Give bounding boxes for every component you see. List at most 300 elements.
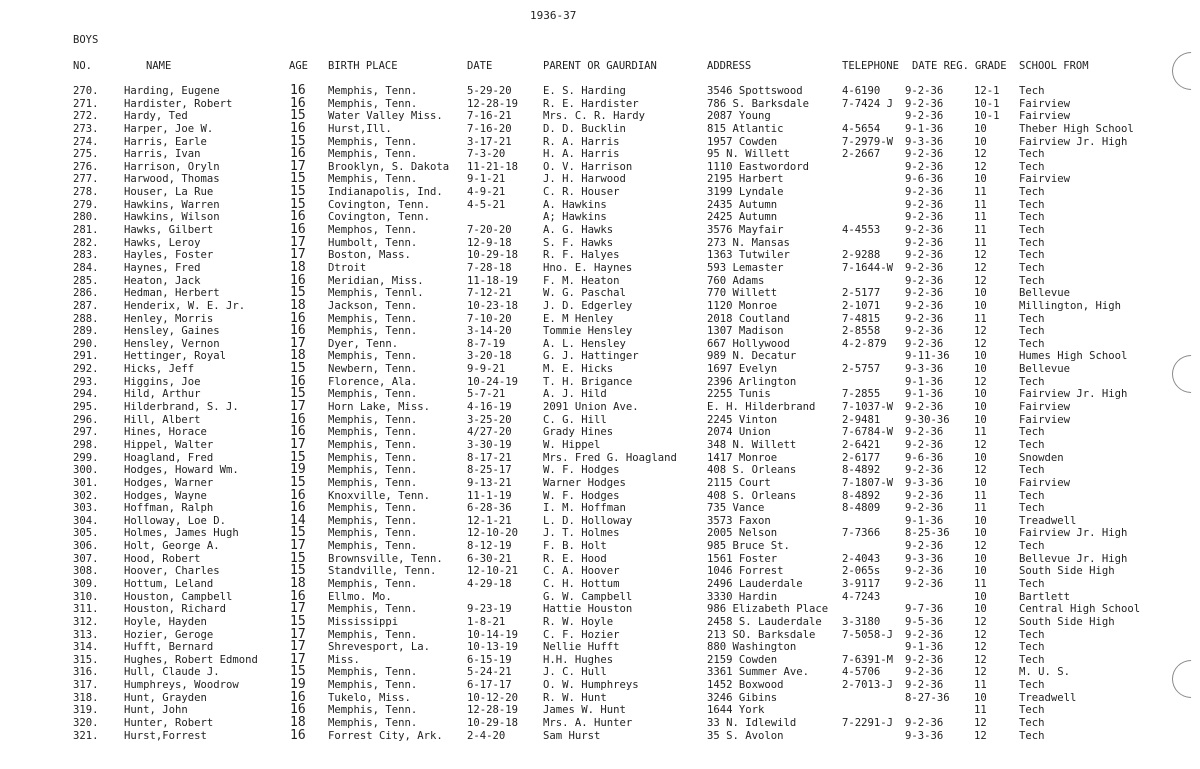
birth-date: 7-12-21 <box>467 287 512 300</box>
table-row <box>0 335 1200 351</box>
telephone: 4-7243 <box>842 590 881 603</box>
row-number: 319. <box>73 704 99 717</box>
birth-date: 10-23-18 <box>467 299 519 312</box>
grade: 10 <box>974 691 987 704</box>
school-from: Treadwell <box>1019 514 1077 527</box>
birth-place: Covington, Tenn. <box>328 211 431 224</box>
address: 1363 Tutwiler <box>707 249 790 262</box>
address: 2245 Vinton <box>707 413 778 426</box>
parent-guardian: 2091 Union Ave. <box>543 401 639 414</box>
address: E. H. Hilderbrand <box>707 401 816 414</box>
parent-guardian: C. A. Hoover <box>543 565 620 578</box>
grade: 10 <box>974 603 987 616</box>
table-row <box>0 173 1200 186</box>
student-name: Hedman, Herbert <box>124 287 220 300</box>
school-from: Tech <box>1019 628 1045 641</box>
header-school: SCHOOL FROM <box>1019 60 1089 72</box>
birth-place: Memphis, Tenn. <box>328 312 418 325</box>
date-registered: 9-2-36 <box>905 489 944 502</box>
school-from: Tech <box>1019 577 1045 590</box>
telephone: 3-9117 <box>842 577 881 590</box>
table-row <box>0 310 1200 326</box>
birth-date: 4-5-21 <box>467 198 506 211</box>
row-number: 282. <box>73 236 99 249</box>
parent-guardian: J. D. Edgerley <box>543 299 633 312</box>
date-registered: 9-2-36 <box>905 628 944 641</box>
birth-place: Forrest City, Ark. <box>328 729 443 742</box>
grade: 10-1 <box>974 110 1000 123</box>
birth-date: 3-14-20 <box>467 325 512 338</box>
age: 15 <box>290 449 306 465</box>
table-row <box>0 487 1200 503</box>
birth-date: 7-16-20 <box>467 122 512 135</box>
student-name: Houser, La Rue <box>124 186 214 199</box>
birth-place: Ellmo. Mo. <box>328 590 392 603</box>
address: 3576 Mayfair <box>707 224 784 237</box>
parent-guardian: R. A. Harris <box>543 135 620 148</box>
birth-place: Memphis, Tenn. <box>328 540 418 553</box>
birth-place: Memphis, Tenn. <box>328 628 418 641</box>
birth-place: Memphis, Tenn. <box>328 527 418 540</box>
parent-guardian: J. T. Holmes <box>543 527 620 540</box>
birth-date: 1-8-21 <box>467 615 506 628</box>
date-registered: 9-1-36 <box>905 641 944 654</box>
table-row <box>0 651 1200 667</box>
date-registered: 9-2-36 <box>905 565 944 578</box>
birth-date: 12-9-18 <box>467 236 512 249</box>
birth-place: Jackson, Tenn. <box>328 299 418 312</box>
birth-date: 5-7-21 <box>467 388 506 401</box>
date-registered: 9-2-36 <box>905 299 944 312</box>
row-number: 284. <box>73 261 99 274</box>
birth-date: 8-25-17 <box>467 464 512 477</box>
birth-date: 5-24-21 <box>467 666 512 679</box>
student-name: Hughes, Robert Edmond <box>124 653 258 666</box>
table-row <box>0 727 1200 743</box>
telephone: 4-5706 <box>842 666 881 679</box>
birth-place: Memphis, Tenn. <box>328 603 418 616</box>
grade: 12 <box>974 375 987 388</box>
birth-place: Memphis, Tenn. <box>328 577 418 590</box>
parent-guardian: Mrs. C. R. Hardy <box>543 110 646 123</box>
address: 2195 Harbert <box>707 173 784 186</box>
birth-date: 4-16-19 <box>467 401 512 414</box>
age: 16 <box>290 702 306 718</box>
table-row <box>0 502 1200 515</box>
grade: 11 <box>974 224 987 237</box>
grade: 11 <box>974 679 987 692</box>
student-name: Hood, Robert <box>124 552 201 565</box>
address: 989 N. Decatur <box>707 350 797 363</box>
row-number: 292. <box>73 363 99 376</box>
address: 1644 York <box>707 704 765 717</box>
grade: 10 <box>974 363 987 376</box>
student-name: Haynes, Fred <box>124 261 201 274</box>
table-row <box>0 196 1200 212</box>
birth-date: 10-13-19 <box>467 641 519 654</box>
date-registered: 8-27-36 <box>905 691 950 704</box>
address: 2018 Coutland <box>707 312 790 325</box>
birth-date: 5-29-20 <box>467 85 512 97</box>
birth-date: 11-1-19 <box>467 489 512 502</box>
age: 17 <box>290 601 306 617</box>
birth-place: Memphis, Tennl. <box>328 287 424 300</box>
school-from: Bellevue <box>1019 363 1071 376</box>
parent-guardian: T. H. Brigance <box>543 375 633 388</box>
date-registered: 9-2-36 <box>905 224 944 237</box>
birth-date: 6-30-21 <box>467 552 512 565</box>
birth-date: 2-4-20 <box>467 729 506 742</box>
telephone: 2-1071 <box>842 299 881 312</box>
parent-guardian: R. W. Hunt <box>543 691 607 704</box>
date-registered: 9-2-36 <box>905 249 944 262</box>
date-registered: 9-2-36 <box>905 325 944 338</box>
age: 17 <box>290 158 306 174</box>
address: 408 S. Orleans <box>707 489 797 502</box>
telephone: 7-1037-W <box>842 401 894 414</box>
parent-guardian: C. R. Houser <box>543 186 620 199</box>
telephone: 4-4553 <box>842 224 881 237</box>
birth-place: Brooklyn, S. Dakota <box>328 160 450 173</box>
parent-guardian: S. F. Hawks <box>543 236 614 249</box>
birth-date: 4/27-20 <box>467 426 512 439</box>
parent-guardian: O. W. Humphreys <box>543 679 639 692</box>
age: 17 <box>290 247 306 263</box>
parent-guardian: R. W. Hoyle <box>543 615 614 628</box>
address: 1417 Monroe <box>707 451 778 464</box>
birth-date: 7-16-21 <box>467 110 512 123</box>
birth-date: 4-9-21 <box>467 186 506 199</box>
date-registered: 9-2-36 <box>905 148 944 161</box>
row-number: 281. <box>73 224 99 237</box>
date-registered: 9-2-36 <box>905 653 944 666</box>
page-year: 1936-37 <box>530 9 577 22</box>
address: 986 Elizabeth Place <box>707 603 829 616</box>
parent-guardian: J. H. Harwood <box>543 173 626 186</box>
telephone: 7-4815 <box>842 312 881 325</box>
table-row <box>0 350 1200 363</box>
telephone: 7-7366 <box>842 527 881 540</box>
birth-place: Boston, Mass. <box>328 249 411 262</box>
address: 35 S. Avolon <box>707 729 784 742</box>
birth-date: 3-30-19 <box>467 438 512 451</box>
date-registered: 9-2-36 <box>905 85 944 97</box>
date-registered: 9-1-36 <box>905 122 944 135</box>
birth-place: Humbolt, Tenn. <box>328 236 418 249</box>
parent-guardian: W. F. Hodges <box>543 464 620 477</box>
student-name: Hull, Claude J. <box>124 666 220 679</box>
table-row <box>0 666 1200 679</box>
age: 15 <box>290 133 306 149</box>
date-registered: 9-6-36 <box>905 173 944 186</box>
date-registered: 9-2-36 <box>905 198 944 211</box>
grade: 12 <box>974 653 987 666</box>
school-from: M. U. S. <box>1019 666 1071 679</box>
parent-guardian: Sam Hurst <box>543 729 601 742</box>
birth-place: Dyer, Tenn. <box>328 337 399 350</box>
school-from: Tech <box>1019 540 1045 553</box>
address: 2458 S. Lauderdale <box>707 615 822 628</box>
address: 2255 Tunis <box>707 388 771 401</box>
grade: 12 <box>974 160 987 173</box>
age: 16 <box>290 272 306 288</box>
age: 16 <box>290 83 306 98</box>
parent-guardian: A. L. Hensley <box>543 337 626 350</box>
birth-place: Memphis, Tenn. <box>328 135 418 148</box>
school-from: Fairview <box>1019 173 1071 186</box>
school-from: Fairview Jr. High <box>1019 135 1128 148</box>
telephone: 3-3180 <box>842 615 881 628</box>
grade: 12 <box>974 615 987 628</box>
age: 18 <box>290 348 306 364</box>
table-row <box>0 527 1200 540</box>
address: 880 Washington <box>707 641 797 654</box>
parent-guardian: Warner Hodges <box>543 476 626 489</box>
date-registered: 9-2-36 <box>905 287 944 300</box>
address: 95 N. Willett <box>707 148 790 161</box>
birth-place: Mississippi <box>328 615 399 628</box>
table-row <box>0 626 1200 642</box>
row-number: 289. <box>73 325 99 338</box>
age: 15 <box>290 184 306 200</box>
birth-place: Memphis, Tenn. <box>328 438 418 451</box>
date-registered: 9-2-36 <box>905 236 944 249</box>
address: 2005 Nelson <box>707 527 778 540</box>
grade: 11 <box>974 577 987 590</box>
telephone: 7-2291-J <box>842 717 894 730</box>
school-from: Tech <box>1019 236 1045 249</box>
header-date-reg: DATE REG. <box>912 60 969 72</box>
birth-date: 10-24-19 <box>467 375 519 388</box>
birth-place: Memphis, Tenn. <box>328 173 418 186</box>
row-number: 271. <box>73 97 99 110</box>
student-name: Hicks, Jeff <box>124 363 195 376</box>
row-number: 290. <box>73 337 99 350</box>
row-number: 311. <box>73 603 99 616</box>
address: 2087 Young <box>707 110 771 123</box>
header-no: NO. <box>73 60 92 72</box>
school-from: Tech <box>1019 653 1045 666</box>
student-name: Hottum, Leland <box>124 577 214 590</box>
header-address: ADDRESS <box>707 60 752 72</box>
birth-date: 12-10-21 <box>467 565 519 578</box>
date-registered: 9-3-36 <box>905 476 944 489</box>
telephone: 2-9288 <box>842 249 881 262</box>
school-from: Fairview <box>1019 401 1071 414</box>
section-label: BOYS <box>73 34 99 46</box>
student-name: Holt, George A. <box>124 540 220 553</box>
age: 15 <box>290 361 306 377</box>
telephone: 2-4043 <box>842 552 881 565</box>
grade: 12 <box>974 729 987 742</box>
school-from: Bartlett <box>1019 590 1071 603</box>
address: 2425 Autumn <box>707 211 778 224</box>
grade: 10 <box>974 173 987 186</box>
row-number: 314. <box>73 641 99 654</box>
birth-place: Memphis, Tenn. <box>328 148 418 161</box>
telephone: 2-5757 <box>842 363 881 376</box>
header-age: AGE <box>289 60 308 72</box>
parent-guardian: F. M. Heaton <box>543 274 620 287</box>
birth-date: 7-10-20 <box>467 312 512 325</box>
date-registered: 9-2-36 <box>905 261 944 274</box>
date-registered: 9-2-36 <box>905 312 944 325</box>
row-number: 296. <box>73 413 99 426</box>
birth-date: 6-28-36 <box>467 502 512 515</box>
age: 15 <box>290 108 306 124</box>
table-row <box>0 474 1200 490</box>
student-name: Hufft, Bernard <box>124 641 214 654</box>
grade: 10 <box>974 514 987 527</box>
school-from: Tech <box>1019 325 1045 338</box>
birth-date: 3-25-20 <box>467 413 512 426</box>
address: 2115 Court <box>707 476 771 489</box>
address: 1307 Madison <box>707 325 784 338</box>
row-number: 276. <box>73 160 99 173</box>
grade: 10 <box>974 299 987 312</box>
student-name: Harper, Joe W. <box>124 122 214 135</box>
birth-date: 7-28-18 <box>467 261 512 274</box>
telephone: 4-5654 <box>842 122 881 135</box>
address: 2496 Lauderdale <box>707 577 803 590</box>
parent-guardian: I. M. Hoffman <box>543 502 626 515</box>
table-row <box>0 540 1200 553</box>
birth-place: Memphis, Tenn. <box>328 388 418 401</box>
school-from: Tech <box>1019 489 1045 502</box>
student-name: Houston, Richard <box>124 603 227 616</box>
student-name: Hoover, Charles <box>124 565 220 578</box>
date-registered: 9-2-36 <box>905 274 944 287</box>
grade: 10 <box>974 527 987 540</box>
student-name: Hawkins, Wilson <box>124 211 220 224</box>
student-name: Hayles, Foster <box>124 249 214 262</box>
row-number: 280. <box>73 211 99 224</box>
header-name: NAME <box>146 60 172 72</box>
address: 1120 Monroe <box>707 299 778 312</box>
parent-guardian: Hattie Houston <box>543 603 633 616</box>
school-from: South Side High <box>1019 565 1115 578</box>
school-from: Tech <box>1019 274 1045 287</box>
student-name: Holloway, Loe D. <box>124 514 227 527</box>
table-row <box>0 613 1200 629</box>
age: 17 <box>290 626 306 642</box>
student-name: Hunter, Robert <box>124 717 214 730</box>
telephone: 8-4809 <box>842 502 881 515</box>
table-row <box>0 120 1200 136</box>
address: 667 Hollywood <box>707 337 790 350</box>
student-name: Hozier, Geroge <box>124 628 214 641</box>
telephone: 2-5177 <box>842 287 881 300</box>
birth-place: Memphis, Tenn. <box>328 350 418 363</box>
parent-guardian: W. G. Paschal <box>543 287 626 300</box>
table-row <box>0 373 1200 389</box>
row-number: 294. <box>73 388 99 401</box>
table-row <box>0 148 1200 161</box>
student-name: Hensley, Vernon <box>124 337 220 350</box>
school-from: Tech <box>1019 375 1045 388</box>
birth-date: 7-20-20 <box>467 224 512 237</box>
grade: 10 <box>974 388 987 401</box>
birth-place: Brownsville, Tenn. <box>328 552 443 565</box>
row-number: 315. <box>73 653 99 666</box>
age: 16 <box>290 95 306 111</box>
row-number: 293. <box>73 375 99 388</box>
telephone: 2-065s <box>842 565 881 578</box>
birth-place: Memphis, Tenn. <box>328 476 418 489</box>
date-registered: 9-2-36 <box>905 666 944 679</box>
date-registered: 9-2-36 <box>905 426 944 439</box>
birth-place: Memphis, Tenn. <box>328 464 418 477</box>
grade: 11 <box>974 211 987 224</box>
row-number: 272. <box>73 110 99 123</box>
date-registered: 9-30-36 <box>905 413 950 426</box>
address: 1046 Forrest <box>707 565 784 578</box>
table-row <box>0 565 1200 578</box>
birth-place: Hurst,Ill. <box>328 122 392 135</box>
school-from: Tech <box>1019 438 1045 451</box>
row-number: 309. <box>73 577 99 590</box>
grade: 12 <box>974 337 987 350</box>
date-registered: 9-2-36 <box>905 211 944 224</box>
row-number: 287. <box>73 299 99 312</box>
row-number: 291. <box>73 350 99 363</box>
date-registered: 8-25-36 <box>905 527 950 540</box>
table-row <box>0 388 1200 401</box>
student-name: Hodges, Howard Wm. <box>124 464 239 477</box>
age: 16 <box>290 500 306 516</box>
date-registered: 9-11-36 <box>905 350 950 363</box>
age: 15 <box>290 386 306 402</box>
birth-place: Memphos, Tenn. <box>328 224 418 237</box>
header-birth-place: BIRTH PLACE <box>328 60 398 72</box>
birth-date: 3-20-18 <box>467 350 512 363</box>
school-from: Fairview <box>1019 97 1071 110</box>
header-grade: GRADE <box>975 60 1007 72</box>
row-number: 301. <box>73 476 99 489</box>
grade: 12 <box>974 717 987 730</box>
school-from: Tech <box>1019 198 1045 211</box>
age: 16 <box>290 411 306 427</box>
birth-date: 12-28-19 <box>467 704 519 717</box>
grade: 11 <box>974 198 987 211</box>
age: 15 <box>290 171 306 187</box>
row-number: 275. <box>73 148 99 161</box>
table-row <box>0 363 1200 376</box>
birth-date: 7-3-20 <box>467 148 506 161</box>
grade: 12 <box>974 438 987 451</box>
birth-place: Newbern, Tenn. <box>328 363 418 376</box>
date-registered: 9-5-36 <box>905 615 944 628</box>
table-row <box>0 325 1200 338</box>
grade: 12 <box>974 261 987 274</box>
student-name: Hodges, Wayne <box>124 489 207 502</box>
student-name: Hurst,Forrest <box>124 729 207 742</box>
student-name: Hawks, Leroy <box>124 236 201 249</box>
date-registered: 9-2-36 <box>905 401 944 414</box>
student-name: Hill, Albert <box>124 413 201 426</box>
grade: 10 <box>974 552 987 565</box>
parent-guardian: H.H. Hughes <box>543 653 614 666</box>
student-name: Hild, Arthur <box>124 388 201 401</box>
parent-guardian: M. E. Hicks <box>543 363 614 376</box>
row-number: 273. <box>73 122 99 135</box>
table-row <box>0 133 1200 149</box>
address: 1957 Cowden <box>707 135 778 148</box>
telephone: 4-2-879 <box>842 337 887 350</box>
birth-date: 6-15-19 <box>467 653 512 666</box>
age: 15 <box>290 285 306 301</box>
grade: 11 <box>974 426 987 439</box>
